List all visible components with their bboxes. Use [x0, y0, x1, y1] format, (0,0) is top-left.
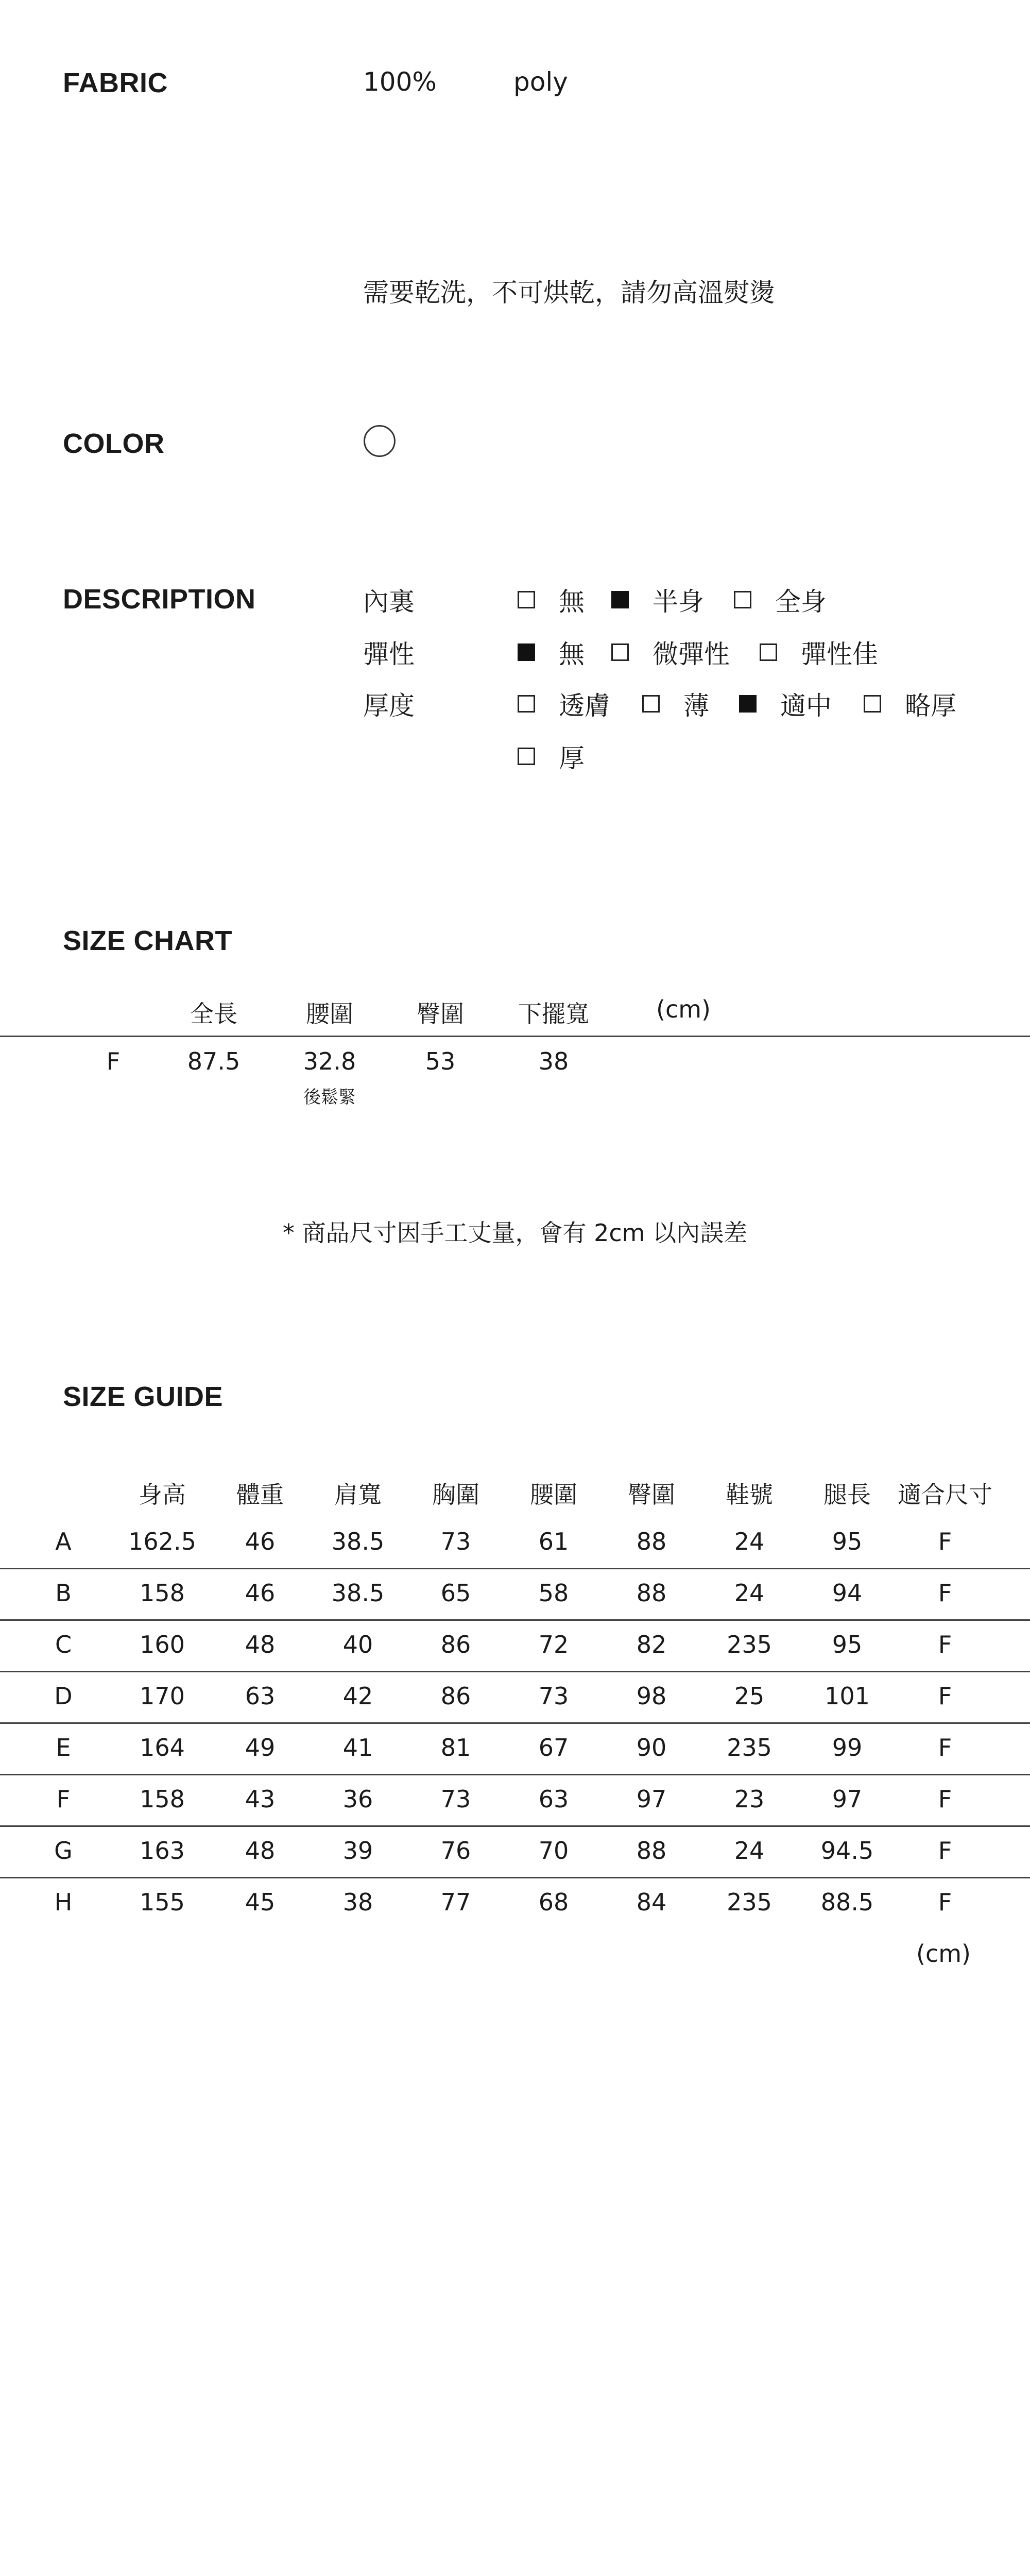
size-guide-cell: F	[938, 1837, 952, 1865]
size-guide-cell: 36	[342, 1785, 373, 1813]
size-guide-cell: 45	[245, 1888, 276, 1916]
divider	[0, 1036, 1030, 1037]
size-guide-cell: 88	[636, 1579, 667, 1607]
thickness-label: 厚度	[363, 691, 415, 721]
size-guide-cell: 40	[342, 1631, 373, 1658]
size-guide-cell: 94	[832, 1579, 863, 1607]
size-guide-cell: 70	[538, 1837, 569, 1865]
size-guide-cell: 49	[245, 1734, 276, 1761]
checkbox-icon	[642, 695, 660, 713]
size-guide-cell: 24	[734, 1837, 765, 1865]
size-guide-cell: 81	[440, 1734, 471, 1761]
size-guide-cell: 97	[636, 1785, 667, 1813]
size-guide-cell: F	[938, 1734, 952, 1761]
size-chart-size-label: F	[106, 1047, 121, 1075]
size-guide-cell: 164	[140, 1734, 185, 1761]
size-guide-row-label: G	[54, 1837, 73, 1865]
size-chart-cell: 38	[538, 1047, 569, 1075]
size-guide-header: 肩寬	[334, 1481, 382, 1509]
thickness-option-slightly-thick: 略厚	[864, 685, 956, 722]
table-row-divider	[0, 1568, 1030, 1569]
lining-option-full: 全身	[734, 581, 827, 618]
size-guide-cell: 43	[245, 1785, 276, 1813]
size-guide-cell: 82	[636, 1631, 667, 1658]
size-guide-cell: 23	[734, 1785, 765, 1813]
checkbox-icon	[518, 748, 535, 765]
size-guide-cell: 38	[342, 1888, 373, 1916]
size-guide-cell: 158	[140, 1579, 185, 1607]
table-row-divider	[0, 1671, 1030, 1672]
checkbox-icon	[734, 591, 751, 608]
checkbox-icon	[518, 591, 535, 608]
table-row-divider	[0, 1619, 1030, 1621]
size-guide-cell: 73	[440, 1785, 471, 1813]
table-row-divider	[0, 1722, 1030, 1724]
lining-option-half: 半身	[611, 581, 704, 618]
checkbox-checked-icon	[611, 591, 629, 608]
size-guide-cell: 63	[538, 1785, 569, 1813]
size-guide-cell: 68	[538, 1888, 569, 1916]
size-guide-cell: 163	[140, 1837, 185, 1865]
size-guide-cell: F	[938, 1528, 952, 1555]
measurement-disclaimer: * 商品尺寸因手工丈量，會有 2cm 以內誤差	[282, 1219, 748, 1247]
size-guide-cell: 155	[140, 1888, 185, 1916]
size-guide-row-label: C	[55, 1631, 72, 1658]
size-guide-cell: 84	[636, 1888, 667, 1916]
size-guide-cell: 158	[140, 1785, 185, 1813]
thickness-option-thick: 厚	[518, 738, 585, 775]
size-guide-cell: F	[938, 1682, 952, 1710]
size-guide-cell: 58	[538, 1579, 569, 1607]
size-guide-cell: 95	[832, 1528, 863, 1555]
size-guide-cell: 95	[832, 1631, 863, 1658]
size-guide-cell: 63	[245, 1682, 276, 1710]
size-guide-cell: 67	[538, 1734, 569, 1761]
size-guide-cell: 46	[245, 1579, 276, 1607]
color-heading: COLOR	[63, 428, 165, 459]
size-guide-row-label: H	[54, 1888, 73, 1916]
size-chart-cell: 53	[425, 1047, 456, 1075]
care-instructions: 需要乾洗，不可烘乾，請勿高溫熨燙	[363, 278, 775, 308]
size-guide-cell: 162.5	[128, 1528, 196, 1555]
fabric-heading: FABRIC	[63, 67, 168, 98]
checkbox-icon	[611, 643, 629, 661]
size-guide-cell: 48	[245, 1631, 276, 1658]
elasticity-option-slight: 微彈性	[611, 634, 730, 671]
lining-option-none: 無	[518, 581, 585, 618]
size-guide-row-label: E	[56, 1734, 71, 1761]
size-guide-header: 胸圍	[432, 1481, 479, 1509]
size-chart-heading: SIZE CHART	[63, 925, 232, 956]
size-guide-row-label: D	[54, 1682, 73, 1710]
elasticity-option-good: 彈性佳	[760, 634, 878, 671]
size-guide-cell: 42	[342, 1682, 373, 1710]
size-guide-cell: 76	[440, 1837, 471, 1865]
size-guide-header: 身高	[139, 1481, 186, 1509]
size-guide-header: 臀圍	[628, 1481, 675, 1509]
size-guide-cell: 88	[636, 1528, 667, 1555]
size-chart-header: 腰圍	[306, 1000, 353, 1028]
lining-label: 內裏	[363, 587, 415, 617]
thickness-option-medium: 適中	[739, 685, 832, 722]
table-row-divider	[0, 1774, 1030, 1775]
size-guide-row-label: A	[55, 1528, 72, 1555]
size-guide-cell: 98	[636, 1682, 667, 1710]
size-guide-cell: 38.5	[331, 1579, 385, 1607]
size-chart-header: 下擺寬	[518, 1000, 589, 1028]
size-guide-cell: 73	[440, 1528, 471, 1555]
size-guide-header: 適合尺寸	[898, 1481, 992, 1509]
size-guide-cell: 235	[727, 1888, 772, 1916]
elasticity-option-none: 無	[518, 634, 585, 671]
checkbox-checked-icon	[518, 643, 535, 661]
size-guide-cell: 72	[538, 1631, 569, 1658]
size-chart-header: 臀圍	[417, 1000, 464, 1028]
size-guide-cell: 86	[440, 1682, 471, 1710]
size-guide-row-label: B	[55, 1579, 72, 1607]
size-guide-heading: SIZE GUIDE	[63, 1381, 224, 1412]
size-guide-cell: 235	[727, 1631, 772, 1658]
size-guide-cell: 61	[538, 1528, 569, 1555]
size-guide-cell: 48	[245, 1837, 276, 1865]
size-guide-unit: (cm)	[916, 1940, 971, 1968]
size-guide-cell: 235	[727, 1734, 772, 1761]
checkbox-icon	[760, 643, 777, 661]
size-guide-cell: F	[938, 1888, 952, 1916]
table-row-divider	[0, 1825, 1030, 1827]
size-guide-cell: 99	[832, 1734, 863, 1761]
size-guide-cell: 86	[440, 1631, 471, 1658]
size-chart-cell: 32.8	[303, 1047, 356, 1075]
thickness-option-sheer: 透膚	[518, 685, 610, 722]
thickness-option-thin: 薄	[642, 685, 709, 722]
size-guide-cell: 65	[440, 1579, 471, 1607]
size-guide-cell: F	[938, 1579, 952, 1607]
size-guide-header: 鞋號	[726, 1481, 773, 1509]
size-guide-cell: 73	[538, 1682, 569, 1710]
size-guide-cell: 46	[245, 1528, 276, 1555]
size-chart-note: 後鬆緊	[303, 1087, 356, 1108]
size-guide-row-label: F	[56, 1785, 71, 1813]
size-guide-cell: 101	[825, 1682, 870, 1710]
size-guide-cell: 170	[140, 1682, 185, 1710]
size-chart-cell: 87.5	[187, 1047, 241, 1075]
size-guide-cell: 24	[734, 1528, 765, 1555]
size-guide-cell: 90	[636, 1734, 667, 1761]
size-guide-cell: 25	[734, 1682, 765, 1710]
checkbox-checked-icon	[739, 695, 757, 713]
description-heading: DESCRIPTION	[63, 584, 256, 615]
color-swatch-white	[364, 425, 396, 457]
checkbox-icon	[518, 695, 535, 713]
checkbox-icon	[864, 695, 881, 713]
size-guide-cell: 41	[342, 1734, 373, 1761]
fabric-material: poly	[513, 67, 568, 97]
size-guide-header: 腿長	[823, 1481, 871, 1509]
table-row-divider	[0, 1877, 1030, 1878]
size-chart-unit: (cm)	[656, 995, 711, 1023]
size-guide-cell: 77	[440, 1888, 471, 1916]
size-guide-cell: F	[938, 1631, 952, 1658]
size-guide-header: 腰圍	[530, 1481, 577, 1509]
size-guide-cell: 160	[140, 1631, 185, 1658]
size-guide-cell: F	[938, 1785, 952, 1813]
size-guide-cell: 39	[342, 1837, 373, 1865]
fabric-percent: 100%	[363, 67, 437, 97]
size-guide-cell: 94.5	[820, 1837, 874, 1865]
size-guide-cell: 97	[832, 1785, 863, 1813]
size-guide-header: 體重	[236, 1481, 284, 1509]
size-guide-cell: 24	[734, 1579, 765, 1607]
elasticity-label: 彈性	[363, 639, 415, 669]
size-guide-cell: 88	[636, 1837, 667, 1865]
size-guide-cell: 88.5	[820, 1888, 874, 1916]
size-guide-cell: 38.5	[331, 1528, 385, 1555]
size-chart-header: 全長	[190, 1000, 237, 1028]
